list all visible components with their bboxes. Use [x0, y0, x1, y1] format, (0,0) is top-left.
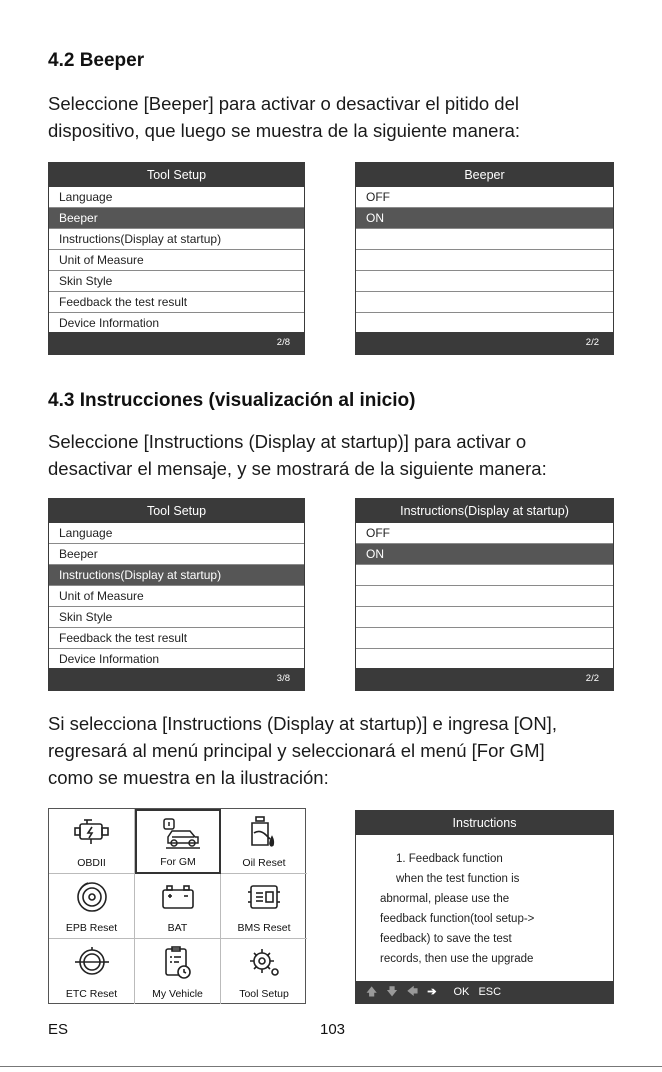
empty-row: [356, 649, 613, 670]
option-on[interactable]: ON: [356, 208, 613, 229]
paragraph-line: regresará al menú principal y seleccionará el menú [For GM]: [48, 740, 545, 761]
language-code: ES: [48, 1021, 69, 1038]
tile-label: EPB Reset: [65, 922, 118, 934]
gears-icon: [246, 945, 282, 979]
paragraph-line: Seleccione [Instructions (Display at startup)] para activar o: [48, 431, 527, 452]
menu-item-language[interactable]: Language: [49, 187, 304, 208]
battery-management-icon: [246, 880, 282, 914]
arrow-left-icon[interactable]: 🡄: [406, 986, 419, 998]
instruction-line: feedback) to save the test: [380, 933, 512, 945]
paragraph-line: Si selecciona [Instructions (Display at startup)] e ingresa [ON],: [48, 713, 557, 734]
panel-title: Tool Setup: [49, 163, 304, 187]
tool-setup-panel: [48, 498, 305, 691]
arrow-down-icon[interactable]: 🡇: [386, 986, 398, 998]
tool-setup-panel: [48, 162, 305, 355]
brake-disc-icon: [74, 880, 110, 914]
empty-row: [356, 628, 613, 649]
menu-item-beeper[interactable]: Beeper: [49, 544, 304, 565]
tile-label: My Vehicle: [152, 988, 203, 1000]
instruction-line: feedback function(tool setup->: [380, 913, 535, 925]
menu-tile-for-gm[interactable]: [135, 809, 221, 874]
menu-item-unit-of-measure[interactable]: Unit of Measure: [49, 586, 304, 607]
page-indicator: 2/2: [356, 332, 613, 354]
option-on[interactable]: ON: [356, 544, 613, 565]
menu-item-language[interactable]: Language: [49, 523, 304, 544]
option-off[interactable]: OFF: [356, 523, 613, 544]
tile-label: ETC Reset: [65, 988, 118, 1000]
empty-row: [356, 586, 613, 607]
instruction-line: when the test function is: [396, 873, 520, 885]
instructions-footer: [356, 981, 613, 1003]
divider: [0, 1066, 662, 1067]
panel-title: Tool Setup: [49, 499, 304, 523]
instructions-panel: [355, 810, 614, 1004]
option-off[interactable]: OFF: [356, 187, 613, 208]
menu-item-device-information[interactable]: Device Information: [49, 649, 304, 670]
arrow-up-icon[interactable]: 🡅: [366, 986, 378, 998]
throttle-icon: [74, 945, 110, 979]
panel-title: Beeper: [356, 163, 613, 187]
oil-can-icon: [246, 815, 282, 849]
engine-icon: [74, 815, 110, 847]
empty-row: [356, 607, 613, 628]
menu-item-device-information[interactable]: Device Information: [49, 313, 304, 334]
page-number: 103: [320, 1021, 346, 1038]
tile-label: BAT: [167, 922, 188, 934]
car-icon: [162, 817, 202, 851]
paragraph-line: como se muestra en la ilustración:: [48, 767, 329, 788]
menu-item-instructions[interactable]: Instructions(Display at startup): [49, 565, 304, 586]
empty-row: [356, 292, 613, 313]
instruction-line: 1. Feedback function: [396, 853, 503, 865]
empty-row: [356, 565, 613, 586]
empty-row: [356, 250, 613, 271]
paragraph-line: dispositivo, que luego se muestra de la siguiente manera:: [48, 120, 521, 141]
menu-item-instructions[interactable]: Instructions(Display at startup): [49, 229, 304, 250]
paragraph-line: desactivar el mensaje, y se mostrará de la siguiente manera:: [48, 458, 547, 479]
instruction-line: records, then use the upgrade: [380, 953, 534, 965]
page-indicator: 2/2: [356, 668, 613, 690]
battery-icon: [160, 880, 196, 914]
empty-row: [356, 271, 613, 292]
section-heading-beeper: 4.2 Beeper: [48, 50, 145, 71]
menu-tile-my-vehicle[interactable]: [135, 939, 221, 1004]
menu-item-skin-style[interactable]: Skin Style: [49, 607, 304, 628]
menu-item-unit-of-measure[interactable]: Unit of Measure: [49, 250, 304, 271]
menu-tile-epb-reset[interactable]: [49, 874, 135, 939]
empty-row: [356, 229, 613, 250]
tile-label: For GM: [160, 856, 196, 868]
instructions-text: [380, 849, 603, 969]
beeper-panel: [355, 162, 614, 355]
menu-tile-obdii[interactable]: [49, 809, 135, 874]
ok-button[interactable]: OK: [453, 986, 470, 998]
clipboard-clock-icon: [160, 945, 196, 981]
empty-row: [356, 313, 613, 334]
menu-item-beeper[interactable]: Beeper: [49, 208, 304, 229]
tile-label: Oil Reset: [242, 857, 286, 869]
instructions-setting-panel: [355, 498, 614, 691]
instruction-line: abnormal, please use the: [380, 893, 510, 905]
menu-tile-bat[interactable]: [135, 874, 221, 939]
paragraph-line: Seleccione [Beeper] para activar o desactivar el pitido del: [48, 93, 519, 114]
panel-title: Instructions: [356, 811, 613, 835]
page-indicator: 2/8: [49, 332, 304, 354]
tile-label: Tool Setup: [239, 988, 289, 1000]
panel-title: Instructions(Display at startup): [356, 499, 613, 523]
menu-tile-oil-reset[interactable]: [221, 809, 307, 874]
arrow-right-icon[interactable]: ➔: [427, 986, 437, 998]
menu-item-feedback[interactable]: Feedback the test result: [49, 292, 304, 313]
tile-label: OBDII: [77, 857, 106, 869]
esc-button[interactable]: ESC: [478, 986, 502, 998]
menu-tile-tool-setup[interactable]: [221, 939, 307, 1004]
tile-label: BMS Reset: [237, 922, 291, 934]
main-menu-grid: [48, 808, 306, 1004]
menu-item-feedback[interactable]: Feedback the test result: [49, 628, 304, 649]
menu-tile-bms-reset[interactable]: [221, 874, 307, 939]
menu-tile-etc-reset[interactable]: [49, 939, 135, 1004]
page-indicator: 3/8: [49, 668, 304, 690]
section-heading-instructions: 4.3 Instrucciones (visualización al inicio): [48, 390, 416, 411]
menu-item-skin-style[interactable]: Skin Style: [49, 271, 304, 292]
